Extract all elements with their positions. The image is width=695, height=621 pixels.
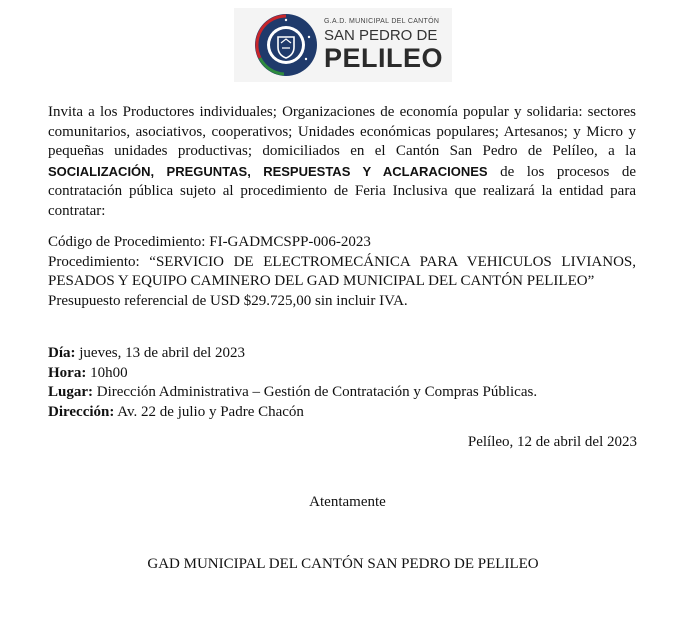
event-details <box>48 344 636 422</box>
intro-emphasis: SOCIALIZACIÓN, PREGUNTAS, RESPUESTAS Y ACLARACIONES <box>48 163 488 179</box>
procedure-budget: Presupuesto referencial de USD $29.725,00 sin incluir IVA. <box>48 292 408 309</box>
invitation-paragraph <box>48 103 636 222</box>
detail-value: Dirección Administrativa – Gestión de Contratación y Compras Públicas. <box>93 384 538 401</box>
detail-value: 10h00 <box>86 364 128 381</box>
detail-place <box>48 383 636 403</box>
detail-time <box>48 364 636 384</box>
detail-label: Dirección: <box>48 403 115 420</box>
logo-line-1: G.A.D. MUNICIPAL DEL CANTÓN <box>324 18 440 25</box>
procedure-block <box>48 233 636 311</box>
intro-text: Invita a los Productores individuales; Organizaciones de economía popular y solidaria: sectores comunitarios, asociativos, cooperativos; Unidades económicas populares; Artesanos; y Micro y pequeñas unidades productivas; domiciliados en el Cantón San Pedro de Pelíleo, a la <box>48 104 636 160</box>
logo-line-2: SAN PEDRO DE <box>324 27 438 44</box>
place-date: Pelíleo, 12 de abril del 2023 <box>467 434 637 450</box>
detail-address <box>48 403 636 423</box>
intro-text-end: de los procesos de contratación pública sujeto al procedimiento de Feria Inclusiva que realizará la entidad para contratar: <box>48 163 636 219</box>
detail-value: Av. 22 de julio y Padre Chacón <box>114 403 304 420</box>
signature-line: GAD MUNICIPAL DEL CANTÓN SAN PEDRO DE PELILEO <box>147 556 539 572</box>
detail-label: Lugar: <box>48 384 93 401</box>
detail-label: Día: <box>48 345 76 361</box>
municipal-logo <box>234 8 452 82</box>
procedure-name: Procedimiento: “SERVICIO DE ELECTROMECÁNICA PARA VEHICULOS LIVIANOS, PESADOS Y EQUIPO CAMINERO DEL GAD MUNICIPAL DEL CANTÓN PELILEO” <box>48 253 636 290</box>
municipal-seal-icon <box>254 13 318 77</box>
closing-salutation: Atentamente <box>309 494 386 510</box>
detail-day <box>48 344 636 364</box>
detail-value: jueves, 13 de abril del 2023 <box>75 345 246 361</box>
logo-wordmark <box>324 18 443 72</box>
detail-label: Hora: <box>48 364 87 381</box>
logo-line-3: PELILEO <box>324 43 444 73</box>
procedure-code: Código de Procedimiento: FI-GADMCSPP-006-2023 <box>48 234 371 250</box>
